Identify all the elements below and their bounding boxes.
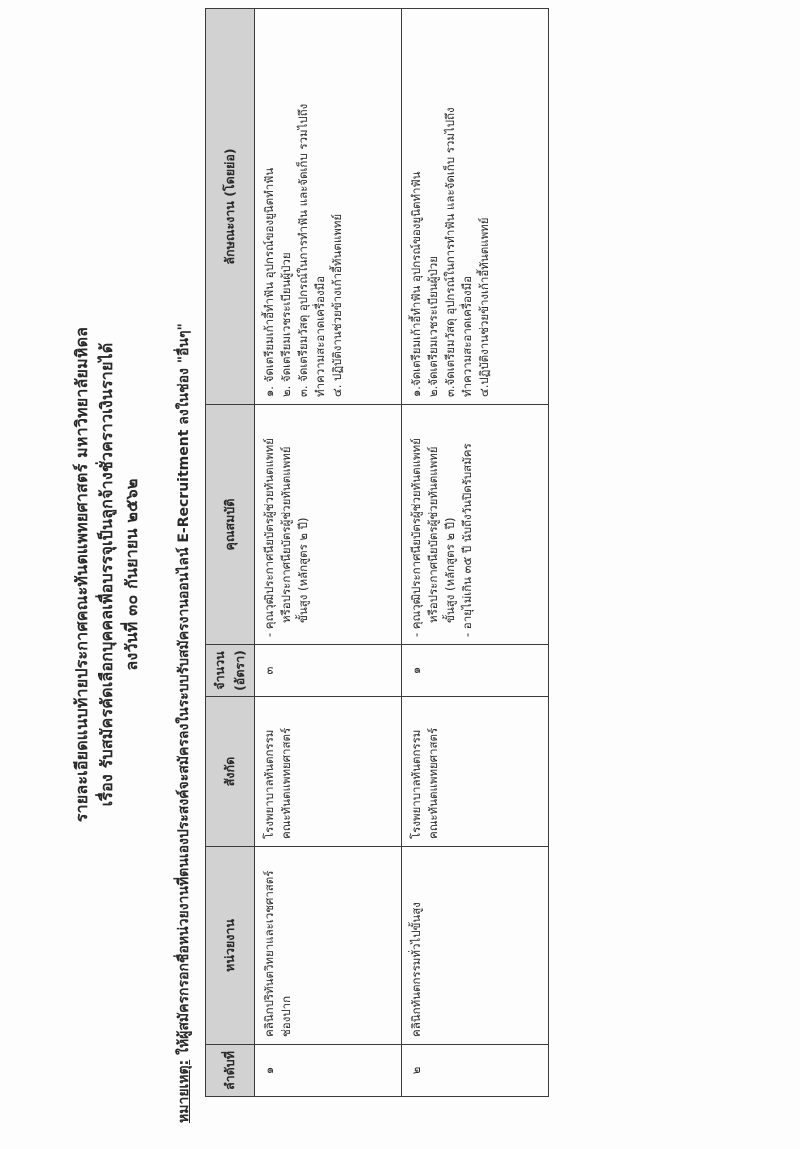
row-unit: คลินิกทันตกรรมทั่วไปขั้นสูง (402, 847, 549, 1045)
header-affiliation: สังกัด (206, 697, 255, 847)
document-title: รายละเอียดแนบท้ายประกาศคณะทันตแพทยศาสตร์ มหาวิทยาลัยมหิดล (72, 326, 91, 823)
row-no: ๑ (255, 1045, 402, 1097)
header-duties: ลักษณะงาน (โดยย่อ) (206, 9, 255, 405)
row-unit: คลินิกปริทันตวิทยาและเวชศาสตร์ ช่องปาก (255, 847, 402, 1045)
remark (173, 23, 195, 1123)
row-affiliation: โรงพยาบาลทันตกรรม คณะทันตแพทยศาสตร์ (402, 697, 549, 847)
row-count: ๓ (255, 645, 402, 697)
row-count: ๑ (402, 645, 549, 697)
header-unit: หน่วยงาน (206, 847, 255, 1045)
position-table (205, 8, 549, 1097)
row-affiliation: โรงพยาบาลทันตกรรม คณะทันตแพทยศาสตร์ (255, 697, 402, 847)
header-qualification: คุณสมบัติ (206, 405, 255, 645)
row-qualification: - คุณวุฒิประกาศนียบัตรผู้ช่วยทันตแพทย์ หรือประกาศนียบัตรผู้ช่วยทันตแพทย์ ขั้นสูง (หลักสูตร ๒ ปี) (255, 405, 402, 645)
document-subject: เรื่อง รับสมัครคัดเลือกบุคคลเพื่อบรรจุเป็นลูกจ้างชั่วคราวเงินรายได้ (97, 342, 116, 807)
row-no: ๒ (402, 1045, 549, 1097)
header-no: ลำดับที่ (206, 1045, 255, 1097)
remark-text: ให้ผู้สมัครกรอกชื่อหน่วยงานที่ตนเองประสงค์จะสมัครลงในระบบรับสมัครงานออนไลน์ E-Recruitment ลงในช่อง "อื่นๆ" (176, 323, 192, 1055)
row-qualification: - คุณวุฒิประกาศนียบัตรผู้ช่วยทันตแพทย์ หรือประกาศนียบัตรผู้ช่วยทันตแพทย์ ขั้นสูง (หลักสูตร ๒ ปี) - อายุไม่เกิน ๓๕ ปี นับถึงวันปิดรับสมัคร (402, 405, 549, 645)
table-row (255, 9, 402, 1097)
remark-label: หมายเหตุ: (176, 1059, 192, 1123)
row-duties: ๑. จัดเตรียมเก้าอี้ทำฟัน อุปกรณ์ของยูนิตทำฟัน ๒. จัดเตรียมเวชระเบียนผู้ป่วย ๓. จัดเตรียมวัสดุ อุปกรณ์ในการทำฟัน และจัดเก็บ รวมไปถึง ทำความสะอาดเครื่องมือ ๔. ปฏิบัติงานช่วยข้างเก้าอี้ทันตแพทย์ (255, 9, 402, 405)
row-duties: ๑.จัดเตรียมเก้าอี้ทำฟัน อุปกรณ์ของยูนิตทำฟัน ๒.จัดเตรียมเวชระเบียนผู้ป่วย ๓.จัดเตรียมวัสดุ อุปกรณ์ในการทำฟัน และจัดเก็บ รวมไปถึง ทำความสะอาดเครื่องมือ ๔.ปฏิบัติงานช่วยข้างเก้าอี้ทันตแพทย์ (402, 9, 549, 405)
document-date: ลงวันที่ ๓๐ กันยายน ๒๕๖๒ (122, 478, 141, 671)
table-header-row (206, 9, 255, 1097)
header-count: จำนวน (อัตรา) (206, 645, 255, 697)
table-row (402, 9, 549, 1097)
